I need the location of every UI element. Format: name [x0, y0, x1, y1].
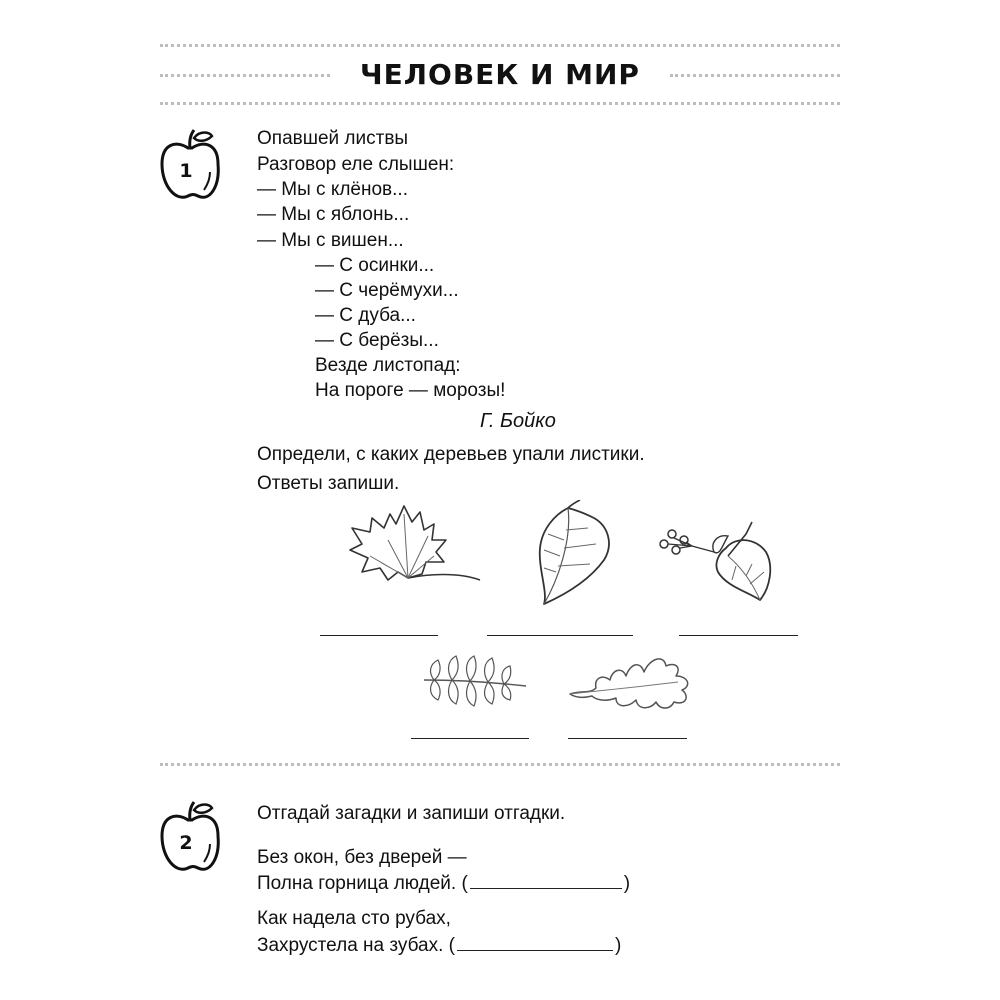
riddle-2-close: ) [615, 935, 622, 956]
poem-line: — С дуба... [315, 305, 416, 326]
riddle-2-line-2 [257, 932, 621, 959]
poem-line: Разговор еле слышен: [257, 154, 455, 175]
poem-line: Опавшей листвы [257, 128, 409, 149]
riddle-1-line-2 [257, 870, 630, 897]
poem-line: — Мы с яблонь... [257, 204, 410, 225]
riddle-2-line-1: Как надела сто рубах, [257, 908, 451, 929]
riddle-2-answer-blank[interactable] [457, 932, 613, 951]
linden-leaf-icon [656, 512, 781, 612]
answer-line-maple[interactable] [320, 635, 438, 636]
instruction-line-1: Определи, с каких деревьев упали листики. [257, 444, 645, 465]
apple-number-badge-1 [158, 128, 224, 206]
poem-line: Везде листопад: [315, 355, 461, 376]
answer-line-rowan[interactable] [411, 738, 529, 739]
header-divider-top [160, 44, 840, 47]
riddle-1-line-1: Без окон, без дверей — [257, 847, 467, 868]
apple-number-badge-2 [158, 800, 224, 878]
poem-line: — Мы с клёнов... [257, 179, 408, 200]
task-number-1: 1 [179, 160, 193, 182]
maple-leaf-icon [328, 500, 488, 610]
poem-line: На пороге — морозы! [315, 380, 506, 401]
answer-line-oak[interactable] [568, 738, 687, 739]
rowan-leaf-icon [420, 650, 530, 710]
riddle-1-close: ) [623, 873, 631, 894]
riddle-1-text: Полна горница людей. ( [257, 873, 468, 894]
task-number-2: 2 [179, 832, 193, 854]
answer-line-birch[interactable] [487, 635, 633, 636]
poem-author: Г. Бойко [480, 410, 556, 432]
task2-instruction: Отгадай загадки и запиши отгадки. [257, 803, 566, 824]
poem-line: — С берёзы... [315, 330, 439, 351]
header-divider-bottom [160, 102, 840, 105]
page-title: ЧЕЛОВЕК И МИР [360, 58, 640, 91]
section-divider [160, 763, 840, 766]
birch-leaf-icon [528, 500, 618, 610]
instruction-line-2: Ответы запиши. [257, 473, 400, 494]
riddle-2-text: Захрустела на зубах. ( [257, 935, 455, 956]
poem-line: — С осинки... [315, 255, 435, 276]
oak-leaf-icon [566, 650, 701, 715]
answer-line-linden[interactable] [679, 635, 798, 636]
poem-line: — С черёмухи... [315, 280, 459, 301]
poem-line: — Мы с вишен... [257, 230, 404, 251]
riddle-1-answer-blank[interactable] [470, 870, 622, 889]
